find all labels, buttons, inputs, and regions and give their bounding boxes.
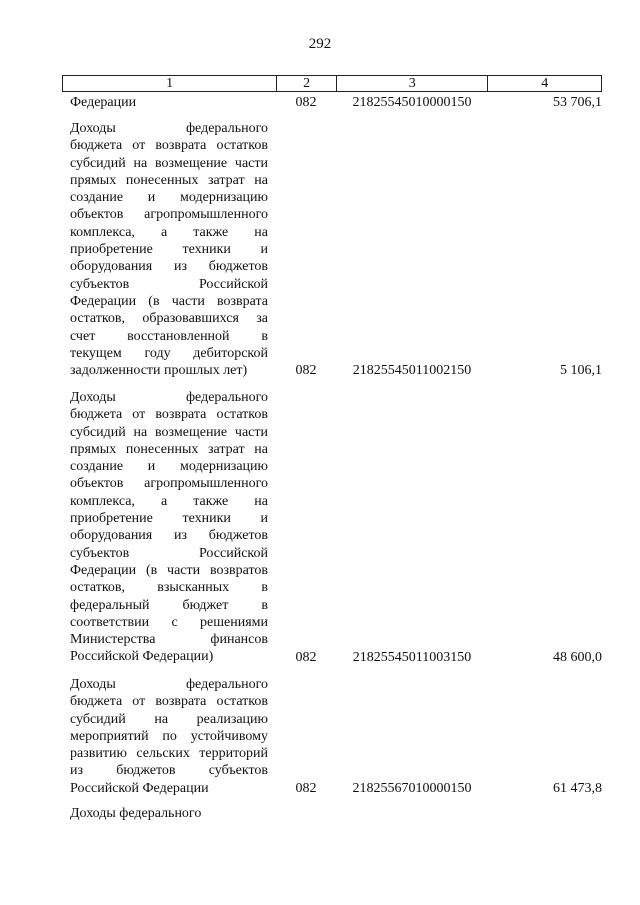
- header-col-3: 3: [336, 76, 487, 91]
- description-line: приобретение техники и: [70, 511, 268, 527]
- description-line: бюджета от возврата остатков: [70, 138, 268, 154]
- description-line: задолженности прошлых лет): [70, 363, 248, 379]
- description-line: комплекса, а также на: [70, 493, 268, 509]
- description-line: субсидий на реализацию: [70, 711, 268, 727]
- description-line: субсидий на возмещение части: [70, 424, 268, 440]
- description-line: остатков, образовавшихся за: [70, 311, 268, 327]
- description-line: счет восстановленной в: [70, 328, 268, 344]
- header-col-4: 4: [487, 76, 601, 91]
- description-line: оборудования из бюджетов: [70, 259, 268, 275]
- row-amount: 48 600,0: [553, 649, 602, 665]
- description-line: объектов агропромышленного: [70, 476, 268, 492]
- row-description: [70, 94, 268, 111]
- description-line: субсидий на возмещение части: [70, 155, 268, 171]
- description-line: субъектов Российской: [70, 545, 268, 561]
- row-amount: 5 106,1: [560, 363, 602, 379]
- description-line: соответствии с решениями: [70, 614, 268, 630]
- description-line: мероприятий по устойчивому: [70, 728, 268, 744]
- row-admin-code: 082: [295, 649, 317, 665]
- description-line: развитию сельских территорий: [70, 746, 268, 762]
- description-line: создание и модернизацию: [70, 459, 268, 475]
- row-amount: 53 706,1: [553, 95, 602, 110]
- row-budget-code: 21825567010000150: [352, 780, 472, 796]
- description-line: комплекса, а также на: [70, 224, 268, 240]
- header-col-1: 1: [166, 76, 174, 91]
- description-line: приобретение техники и: [70, 242, 268, 258]
- row-budget-code: 21825545010000150: [352, 95, 472, 110]
- row-budget-code: 21825545011003150: [352, 649, 472, 665]
- row-admin-code: 082: [295, 363, 317, 379]
- description-line: Российской Федерации): [70, 649, 214, 665]
- description-line: Федерации (в части возвратов: [70, 562, 268, 578]
- description-line: бюджета от возврата остатков: [70, 407, 268, 423]
- description-line: остатков, взысканных в: [70, 580, 268, 596]
- description-line: прямых понесенных затрат на: [70, 172, 268, 188]
- row-amount: 61 473,8: [553, 780, 602, 796]
- description-line: Федерации: [70, 95, 137, 110]
- row-description: [70, 805, 268, 822]
- row-admin-code: 082: [295, 95, 317, 110]
- description-line: Министерства финансов: [70, 632, 268, 648]
- description-line: объектов агропромышленного: [70, 207, 268, 223]
- description-line: Федерации (в части возврата: [70, 293, 268, 309]
- description-line: прямых понесенных затрат на: [70, 441, 268, 457]
- description-line: федеральный бюджет в: [70, 597, 268, 613]
- description-line: текущем году дебиторской: [70, 345, 268, 361]
- description-line: Доходы федерального: [70, 806, 202, 821]
- description-line: оборудования из бюджетов: [70, 528, 268, 544]
- header-col-2: 2: [276, 76, 336, 91]
- description-line: из бюджетов субъектов: [70, 763, 268, 779]
- row-admin-code: 082: [295, 780, 317, 796]
- description-line: субъектов Российской: [70, 276, 268, 292]
- description-line: Российской Федерации: [70, 780, 209, 796]
- description-line: Доходы федерального: [70, 390, 268, 405]
- description-line: бюджета от возврата остатков: [70, 694, 268, 710]
- row-budget-code: 21825545011002150: [352, 363, 472, 379]
- row-description: [70, 676, 268, 797]
- row-description: [70, 389, 268, 666]
- description-line: создание и модернизацию: [70, 190, 268, 206]
- description-line: Доходы федерального: [70, 121, 268, 136]
- row-description: [70, 120, 268, 379]
- page-number: 292: [308, 36, 332, 52]
- table-header: [62, 75, 602, 92]
- description-line: Доходы федерального: [70, 677, 268, 692]
